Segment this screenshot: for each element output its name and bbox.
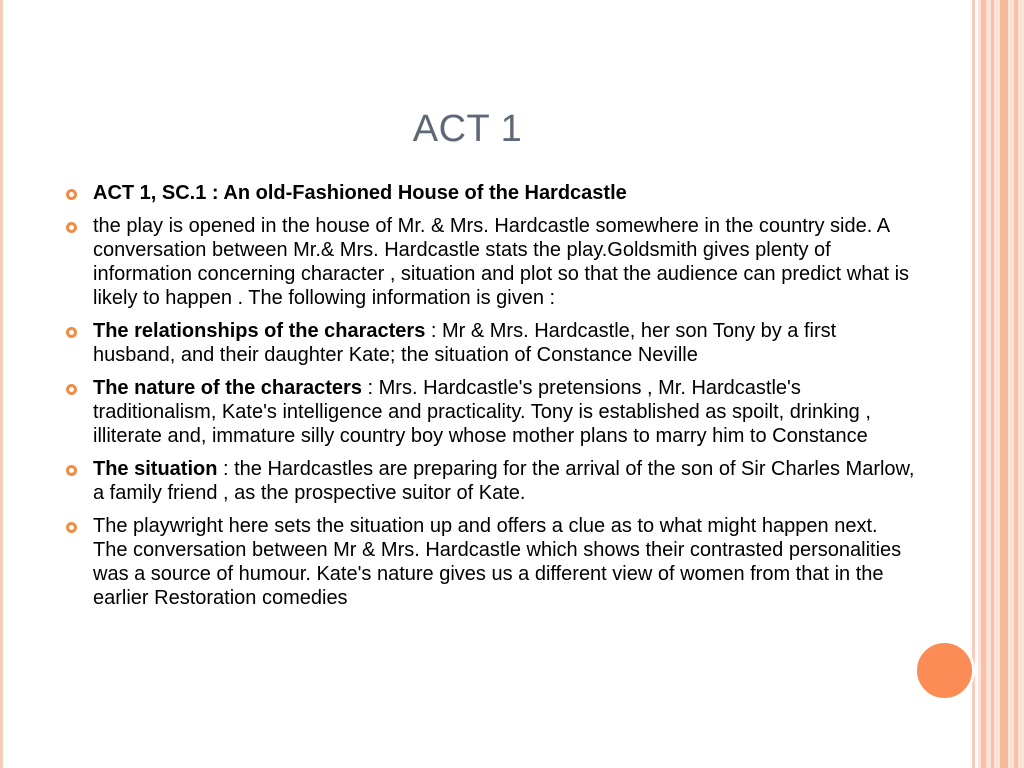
bullet-text: the play is opened in the house of Mr. & Mrs. Hardcastle somewhere in the country side. A conversation between Mr.& Mrs. Hardcastle stats the play.Goldsmith gives plenty of information concerning character , situation and plot so that the audience can predict what is likely to happen . The following information is given : bbox=[93, 215, 910, 309]
bullet-item bbox=[63, 514, 915, 610]
stripe bbox=[1014, 0, 1018, 768]
bullet-item bbox=[63, 214, 915, 310]
bullet-text: : Mr & Mrs. Hardcastle, her son Tony by a first husband, and their daughter Kate; the situation of Constance Neville bbox=[93, 320, 837, 366]
bullet-bold-text: ACT 1, SC.1 : An old-Fashioned House of the Hardcastle bbox=[93, 182, 627, 204]
slide-title: ACT 1 bbox=[412, 108, 523, 150]
decorative-circle bbox=[914, 640, 975, 701]
ring-bullet-icon bbox=[66, 522, 77, 533]
stripe bbox=[991, 0, 994, 768]
ring-bullet-icon bbox=[66, 384, 77, 395]
bullet-bold-text: The relationships of the characters bbox=[93, 320, 426, 342]
bullet-item bbox=[63, 457, 915, 505]
bullet-item bbox=[63, 181, 915, 205]
bullet-item bbox=[63, 376, 915, 448]
ring-bullet-icon bbox=[66, 465, 77, 476]
decorative-stripes bbox=[978, 0, 1024, 768]
bullet-list bbox=[63, 181, 915, 619]
bullet-bold-text: The nature of the characters bbox=[93, 377, 362, 399]
stripe bbox=[1000, 0, 1008, 768]
bullet-text: : Mrs. Hardcastle's pretensions , Mr. Hardcastle's traditionalism, Kate's intelligence and practicality. Tony is established as spoilt, drinking , illiterate and, immature silly country boy whose mother plans to marry him to Constance bbox=[93, 377, 871, 447]
bullet-bold-text: The situation bbox=[93, 458, 218, 480]
ring-bullet-icon bbox=[66, 222, 77, 233]
ring-bullet-icon bbox=[66, 189, 77, 200]
ring-bullet-icon bbox=[66, 327, 77, 338]
bullet-text: : the Hardcastles are preparing for the arrival of the son of Sir Charles Marlow, a family friend , as the prospective suitor of Kate. bbox=[93, 458, 915, 504]
stripe bbox=[981, 0, 986, 768]
bullet-text: The playwright here sets the situation up and offers a clue as to what might happen next. The conversation between Mr & Mrs. Hardcastle which shows their contrasted personalities was a source of humour. Kate's nature gives us a different view of women from that in the earlier Restoration comedies bbox=[93, 515, 902, 609]
bullet-item bbox=[63, 319, 915, 367]
